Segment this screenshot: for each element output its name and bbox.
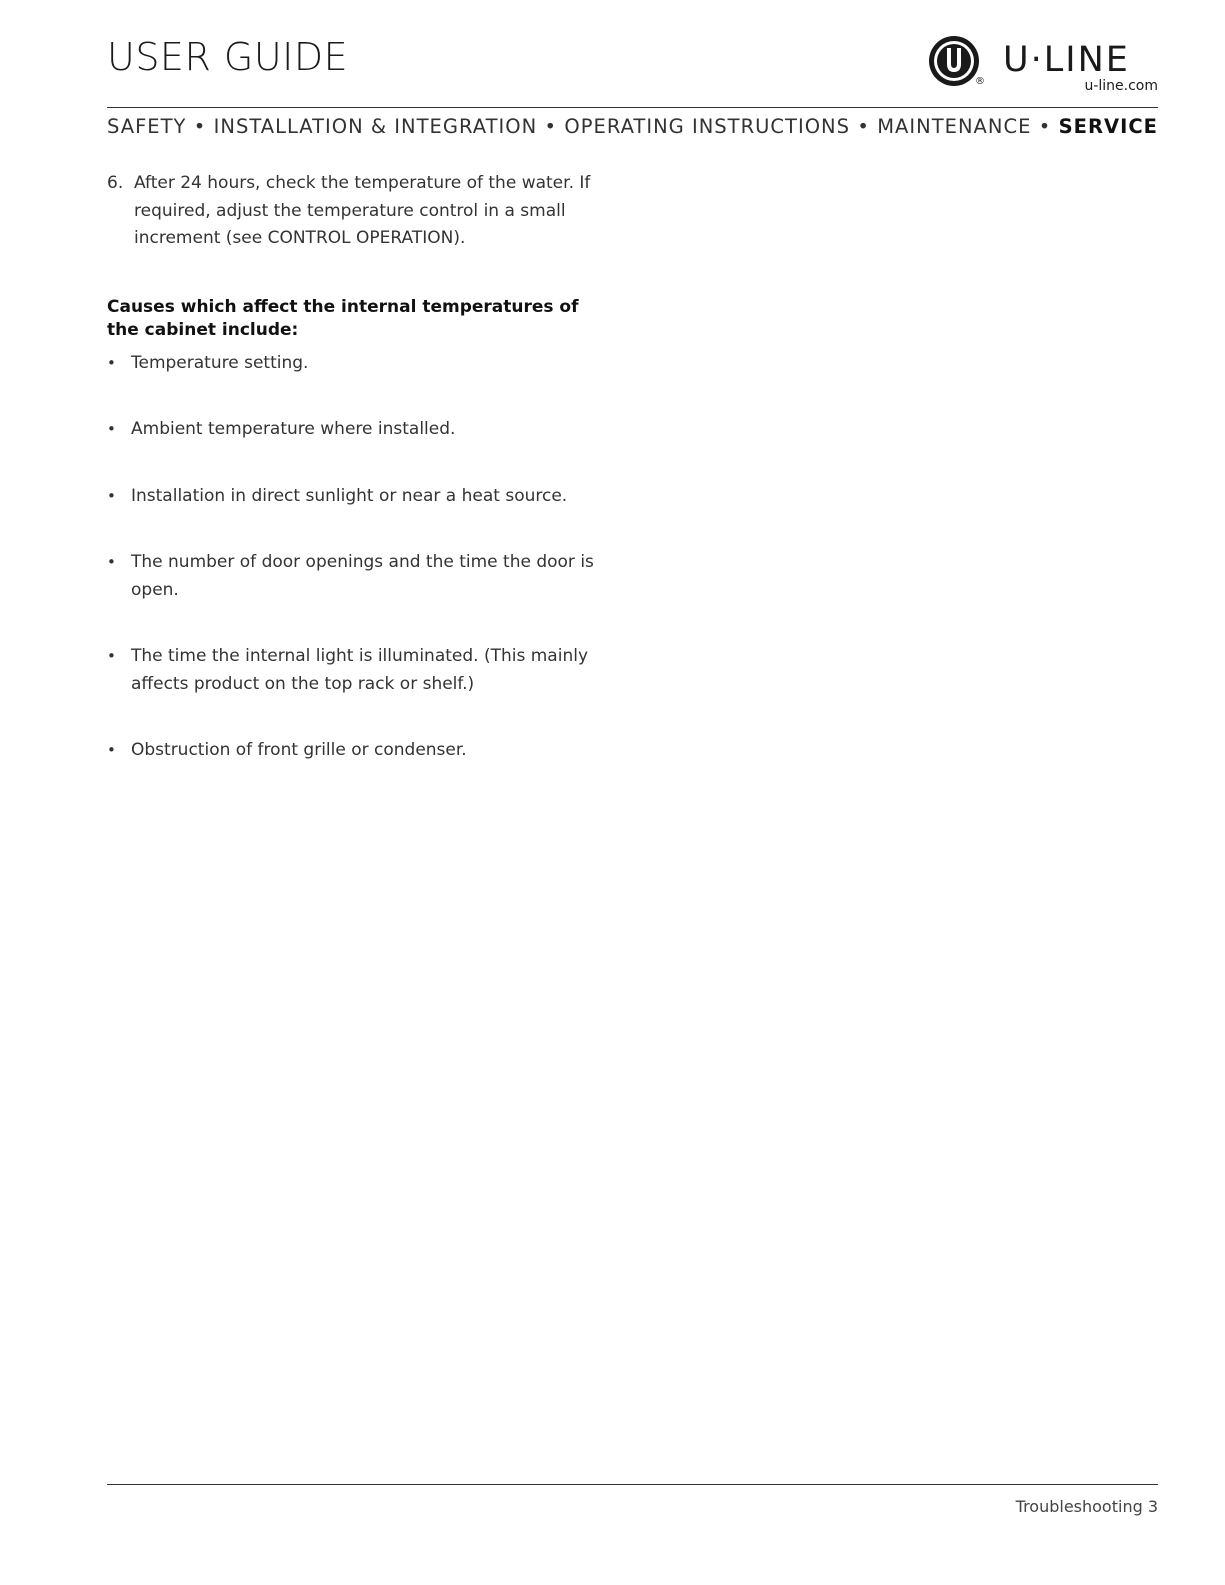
list-item-text: Temperature setting. <box>131 352 309 373</box>
page-title: USER GUIDE <box>107 35 349 79</box>
nav-separator: • <box>193 115 207 138</box>
list-item <box>107 737 607 765</box>
bullet-icon: • <box>107 486 116 505</box>
nav-item-installation[interactable]: INSTALLATION & INTEGRATION <box>213 115 538 138</box>
list-item <box>107 350 607 378</box>
nav-item-maintenance[interactable]: MAINTENANCE <box>877 115 1032 138</box>
footer-divider <box>107 1484 1158 1485</box>
brand-url[interactable]: u-line.com <box>1084 78 1158 94</box>
list-item-text: Installation in direct sunlight or near a heat source. <box>131 485 568 506</box>
list-item-text: Ambient temperature where installed. <box>131 419 456 439</box>
nav-item-safety[interactable]: SAFETY <box>107 115 187 138</box>
nav-separator: • <box>857 115 870 138</box>
causes-heading: Causes which affect the internal temperatures of the cabinet include: <box>107 296 579 340</box>
step-number: 6. <box>107 173 124 193</box>
list-item <box>107 549 607 604</box>
header-divider <box>107 107 1158 108</box>
list-item <box>107 483 607 511</box>
list-item-text: The time the internal light is illuminated. (This mainly affects product on the top rack or shelf.) <box>131 646 589 694</box>
bullet-icon: • <box>107 553 116 571</box>
nav-separator: • <box>1038 115 1052 138</box>
page-footer-label: Troubleshooting 3 <box>1015 1497 1158 1516</box>
list-item-text: The number of door openings and the time the door is open. <box>131 552 594 600</box>
brand-logo <box>927 34 1161 96</box>
list-item-text: Obstruction of front grille or condenser. <box>131 740 467 760</box>
bullet-icon: • <box>107 741 116 759</box>
step-text: After 24 hours, check the temperature of the water. If required, adjust the temperature control in a small increment (see CONTROL OPERATION). <box>134 173 591 248</box>
bullet-icon: • <box>107 353 116 372</box>
brand-name: U·LINE <box>1003 40 1130 80</box>
bullet-icon: • <box>107 420 116 438</box>
nav-separator: • <box>544 115 558 138</box>
causes-list <box>107 350 607 765</box>
step-item <box>107 170 607 253</box>
section-nav <box>107 114 1158 140</box>
main-content <box>107 170 607 804</box>
list-item <box>107 643 607 698</box>
nav-item-operating[interactable]: OPERATING INSTRUCTIONS <box>564 115 851 138</box>
registered-mark: ® <box>975 76 985 87</box>
nav-item-service[interactable]: SERVICE <box>1058 115 1158 138</box>
bullet-icon: • <box>107 647 116 665</box>
list-item <box>107 416 607 444</box>
